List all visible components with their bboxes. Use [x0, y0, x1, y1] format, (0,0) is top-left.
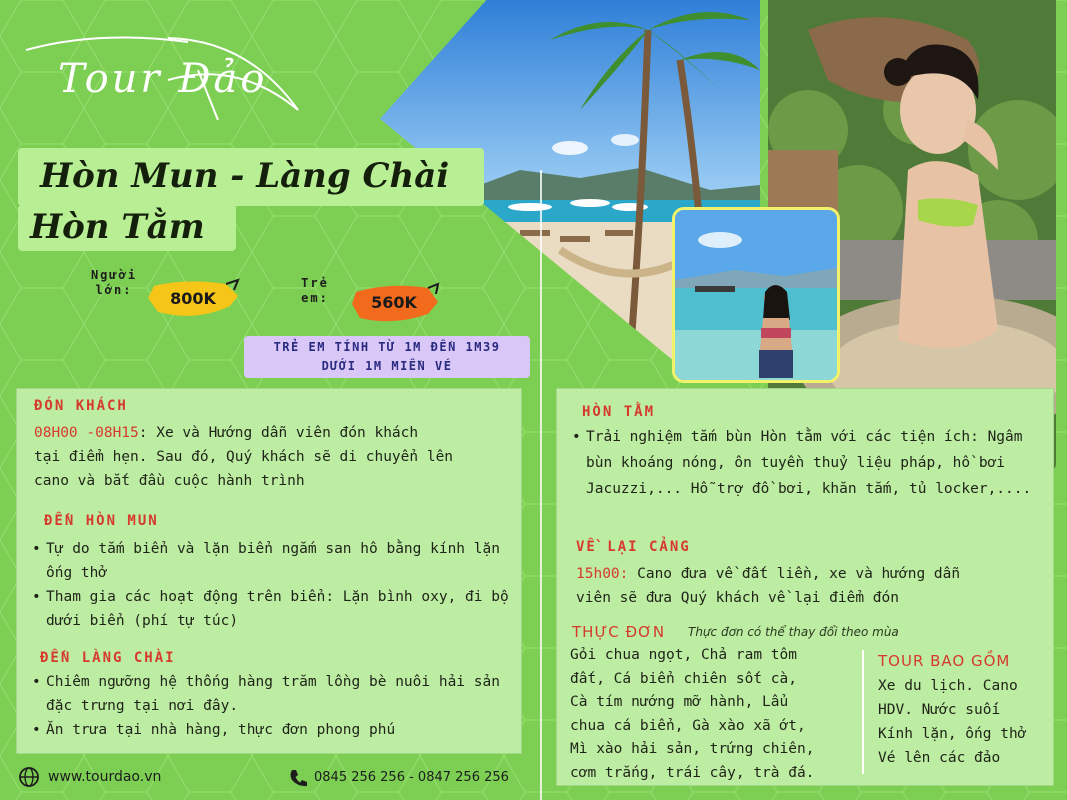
include-line: Kính lặn, ống thở: [878, 726, 1027, 742]
title-line2: Hòn Tằm: [30, 207, 205, 247]
lang-chai-title: ĐẾN LÀNG CHÀI: [40, 650, 176, 666]
menu-line: Gỏi chua ngọt, Chả ram tôm: [570, 647, 797, 663]
list-item: • Tham gia các hoạt động trên biển: Lặn bình oxy, đi bộ dưới biển (phí tự túc): [30, 585, 516, 633]
menu-line: cơm trắng, trái cây, trà đá.: [570, 764, 815, 781]
menu-note: Thực đơn có thể thay đổi theo mùa: [688, 625, 899, 639]
title-line1-box: [18, 148, 484, 206]
hon-tam-list: [570, 424, 1048, 502]
adult-label: Người lớn:: [90, 268, 138, 297]
adult-price: 800K: [170, 289, 216, 308]
menu-line: chua cá biển, Gà xào xã ớt,: [570, 717, 806, 734]
menu-line: Cà tím nướng mỡ hành, Lẩu: [570, 694, 789, 710]
return-time: 15h00:: [576, 566, 629, 582]
hon-mun-title: ĐẾN HÒN MUN: [44, 513, 159, 529]
list-item: • Trải nghiệm tắm bùn Hòn tằm với các tiện ích: Ngâm bùn khoáng nóng, ôn tuyền thuỷ liệu pháp, hồ bơi Jacuzzi,... Hỗ trợ đồ bơi, khăn tắm, tủ locker,....: [570, 424, 1048, 502]
kids-pricing-note: TRẺ EM TÍNH TỪ 1M ĐẾN 1M39 DƯỚI 1M MIỄN VÉ: [244, 336, 530, 378]
menu-line: đất, Cá biển chiên sốt cà,: [570, 670, 797, 687]
list-item: • Tự do tắm biển và lặn biển ngắm san hô bằng kính lặn ống thở: [30, 537, 516, 585]
return-title: VỀ LẠI CẢNG: [576, 539, 691, 555]
menu-list: [570, 644, 860, 785]
logo-text: Tour Đảo: [58, 56, 268, 102]
pickup-title: ĐÓN KHÁCH: [34, 398, 128, 414]
child-label: Trẻ em:: [301, 276, 329, 305]
hon-tam-title: HÒN TẰM: [582, 404, 656, 420]
menu-title: THỰC ĐƠN: [572, 623, 666, 641]
hon-mun-list: [30, 537, 516, 633]
return-text: 15h00: Cano đưa về đất liền, xe và hướng dẫn viên sẽ đưa Quý khách về lại điểm đón: [576, 566, 961, 606]
pickup-text: 08H00 -08H15: Xe và Hướng dẫn viên đón khách tại điểm hẹn. Sau đó, Quý khách sẽ di chuyển lên cano và bắt đầu cuộc hành trình: [34, 425, 454, 489]
phone-icon: [288, 768, 308, 788]
include-line: Xe du lịch. Cano: [878, 678, 1018, 694]
list-item: • Ăn trưa tại nhà hàng, thực đơn phong phú: [30, 718, 516, 742]
includes-title: TOUR BAO GỒM: [878, 652, 1011, 670]
title-line2-box: [18, 205, 236, 251]
phone-numbers[interactable]: 0845 256 256 - 0847 256 256: [314, 770, 509, 785]
globe-icon: [18, 766, 40, 788]
title-line1: Hòn Mun - Làng Chài: [40, 156, 450, 196]
lang-chai-list: [30, 670, 516, 742]
include-line: Vé lên các đảo: [878, 750, 1001, 766]
center-divider: [540, 170, 542, 800]
list-item: • Chiêm ngưỡng hệ thống hàng trăm lồng bè nuôi hải sản đặc trưng tại nơi đây.: [30, 670, 516, 718]
website-link[interactable]: www.tourdao.vn: [48, 769, 162, 785]
menu-line: Mì xào hải sản, trứng chiên,: [570, 741, 815, 757]
menu-divider: [862, 650, 864, 774]
pickup-time: 08H00 -08H15: [34, 425, 139, 441]
include-line: HDV. Nước suối: [878, 702, 1001, 718]
child-price: 560K: [371, 293, 417, 312]
brand-logo: [18, 20, 318, 140]
includes-list: [878, 674, 1048, 770]
girl-sea-photo: [672, 207, 840, 383]
